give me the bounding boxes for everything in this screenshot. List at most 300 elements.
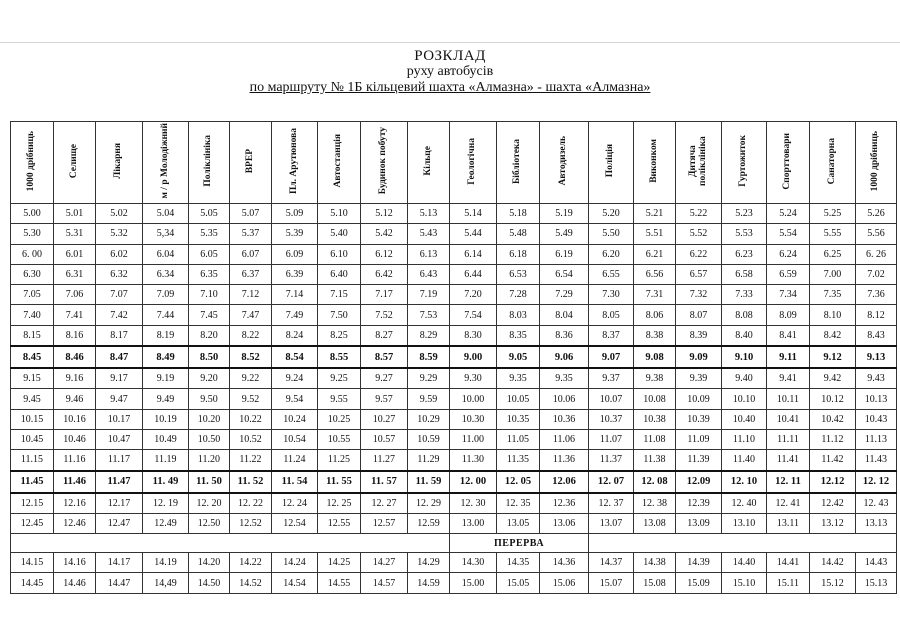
- departure-time: 5.00: [11, 204, 54, 224]
- departure-time: 15.09: [676, 573, 722, 593]
- departure-time: 14.16: [54, 553, 96, 573]
- departure-time: 11.24: [272, 450, 318, 471]
- departure-time: 7.31: [634, 285, 676, 305]
- departure-time: 10.40: [722, 409, 767, 429]
- departure-time: 14.37: [589, 553, 634, 573]
- departure-time: 12. 43: [856, 493, 897, 514]
- departure-time: 7.41: [54, 305, 96, 325]
- departure-time: 6.23: [722, 244, 767, 264]
- departure-time: 10.12: [810, 389, 856, 409]
- departure-time: 10.08: [634, 389, 676, 409]
- stop-header: [540, 122, 589, 204]
- departure-time: 15.11: [767, 573, 810, 593]
- stop-header: [722, 122, 767, 204]
- departure-time: 10.43: [856, 409, 897, 429]
- departure-time: 14,49: [143, 573, 189, 593]
- stop-header: [230, 122, 272, 204]
- departure-time: 8.40: [722, 325, 767, 346]
- departure-time: 9.50: [189, 389, 230, 409]
- departure-time: 13.00: [450, 513, 497, 533]
- departure-time: 5.22: [676, 204, 722, 224]
- departure-time: 12.46: [54, 513, 96, 533]
- departure-time: 15.06: [540, 573, 589, 593]
- departure-time: 10.45: [11, 429, 54, 449]
- departure-time: 12. 00: [450, 471, 497, 493]
- stop-header: [767, 122, 810, 204]
- departure-time: 9.12: [810, 346, 856, 368]
- departure-time: 8.22: [230, 325, 272, 346]
- departure-time: 6.18: [497, 244, 540, 264]
- departure-time: 8.15: [11, 325, 54, 346]
- departure-time: 11.12: [810, 429, 856, 449]
- departure-time: 9.42: [810, 368, 856, 389]
- departure-time: 7.29: [540, 285, 589, 305]
- departure-time: 12. 29: [408, 493, 450, 514]
- stop-header: [634, 122, 676, 204]
- departure-time: 10.13: [856, 389, 897, 409]
- departure-time: 5.30: [11, 224, 54, 244]
- departure-time: 10.29: [408, 409, 450, 429]
- departure-time: 5.52: [676, 224, 722, 244]
- departure-time: 5.02: [96, 204, 143, 224]
- schedule-row: [11, 346, 897, 368]
- departure-time: 14.39: [676, 553, 722, 573]
- departure-time: 13.08: [634, 513, 676, 533]
- stop-name: ВРЕР: [244, 148, 255, 174]
- departure-time: 12. 41: [767, 493, 810, 514]
- departure-time: 14.59: [408, 573, 450, 593]
- departure-time: 12. 37: [589, 493, 634, 514]
- departure-time: 5.07: [230, 204, 272, 224]
- break-row: [11, 534, 897, 553]
- departure-time: 11. 49: [143, 471, 189, 493]
- stop-name: Поліклініка: [203, 135, 214, 187]
- departure-time: 7.52: [361, 305, 408, 325]
- departure-time: 5.53: [722, 224, 767, 244]
- departure-time: 14.22: [230, 553, 272, 573]
- stop-header: [11, 122, 54, 204]
- schedule-table: [10, 121, 897, 594]
- departure-time: 8.19: [143, 325, 189, 346]
- departure-time: 10.25: [318, 409, 361, 429]
- departure-time: 9.17: [96, 368, 143, 389]
- departure-time: 6.05: [189, 244, 230, 264]
- departure-time: 12.54: [272, 513, 318, 533]
- departure-time: 14.50: [189, 573, 230, 593]
- departure-time: 5.32: [96, 224, 143, 244]
- departure-time: 8.41: [767, 325, 810, 346]
- departure-time: 14.55: [318, 573, 361, 593]
- departure-time: 10.16: [54, 409, 96, 429]
- departure-time: 6.35: [189, 264, 230, 284]
- stop-header: [408, 122, 450, 204]
- departure-time: 7.20: [450, 285, 497, 305]
- departure-time: 7.50: [318, 305, 361, 325]
- stop-header: [96, 122, 143, 204]
- departure-time: 8.50: [189, 346, 230, 368]
- departure-time: 10.46: [54, 429, 96, 449]
- departure-time: 11.37: [589, 450, 634, 471]
- stop-name: Будинок побуту: [378, 127, 389, 195]
- departure-time: 11.22: [230, 450, 272, 471]
- departure-time: 7.10: [189, 285, 230, 305]
- departure-time: 5.24: [767, 204, 810, 224]
- departure-time: 12. 19: [143, 493, 189, 514]
- departure-time: 7.36: [856, 285, 897, 305]
- schedule-row: [11, 553, 897, 573]
- departure-time: 10.20: [189, 409, 230, 429]
- stop-name: Лікарня: [113, 143, 124, 179]
- departure-time: 9.39: [676, 368, 722, 389]
- departure-time: 9.05: [497, 346, 540, 368]
- departure-time: 10.50: [189, 429, 230, 449]
- departure-time: 5.23: [722, 204, 767, 224]
- departure-time: 5.40: [318, 224, 361, 244]
- departure-time: 9.57: [361, 389, 408, 409]
- departure-time: 15.07: [589, 573, 634, 593]
- departure-time: 13.11: [767, 513, 810, 533]
- departure-time: 12.16: [54, 493, 96, 514]
- departure-time: 10.24: [272, 409, 318, 429]
- stop-name: м / р Молодіжний: [159, 123, 170, 199]
- departure-time: 7.49: [272, 305, 318, 325]
- departure-time: 14.40: [722, 553, 767, 573]
- stop-header: [272, 122, 318, 204]
- departure-time: 14.27: [361, 553, 408, 573]
- departure-time: 7.33: [722, 285, 767, 305]
- departure-time: 10.07: [589, 389, 634, 409]
- departure-time: 7.05: [11, 285, 54, 305]
- departure-time: 9.19: [143, 368, 189, 389]
- departure-time: 10.47: [96, 429, 143, 449]
- departure-time: 11.41: [767, 450, 810, 471]
- departure-time: 9.38: [634, 368, 676, 389]
- departure-time: 11.13: [856, 429, 897, 449]
- schedule-row: [11, 204, 897, 224]
- departure-time: 10.09: [676, 389, 722, 409]
- departure-time: 8.08: [722, 305, 767, 325]
- departure-time: 12. 40: [722, 493, 767, 514]
- departure-time: 7.42: [96, 305, 143, 325]
- stop-name: Геологічна: [467, 137, 478, 185]
- departure-time: 6.09: [272, 244, 318, 264]
- departure-time: 6.55: [589, 264, 634, 284]
- departure-time: 7.14: [272, 285, 318, 305]
- departure-time: 8.59: [408, 346, 450, 368]
- departure-time: 10.57: [361, 429, 408, 449]
- departure-time: 6. 26: [856, 244, 897, 264]
- departure-time: 14.17: [96, 553, 143, 573]
- stop-name: Дитяча поліклініка: [687, 136, 708, 186]
- schedule-row: [11, 285, 897, 305]
- departure-time: 10.22: [230, 409, 272, 429]
- departure-time: 10.19: [143, 409, 189, 429]
- departure-time: 8.36: [540, 325, 589, 346]
- departure-time: 11. 57: [361, 471, 408, 493]
- schedule-row: [11, 513, 897, 533]
- stop-name: Кільце: [422, 146, 433, 176]
- break-label: ПЕРЕРВА: [450, 534, 589, 553]
- departure-time: 7.35: [810, 285, 856, 305]
- departure-time: 9.25: [318, 368, 361, 389]
- departure-time: 5.09: [272, 204, 318, 224]
- departure-time: 11.05: [497, 429, 540, 449]
- departure-time: 9.13: [856, 346, 897, 368]
- departure-time: 13.13: [856, 513, 897, 533]
- departure-time: 6.13: [408, 244, 450, 264]
- stop-header: [810, 122, 856, 204]
- schedule-row: [11, 573, 897, 593]
- departure-time: 12.39: [676, 493, 722, 514]
- stop-name: Автодизель: [558, 136, 569, 186]
- departure-time: 5.44: [450, 224, 497, 244]
- departure-time: 9.37: [589, 368, 634, 389]
- schedule-row: [11, 264, 897, 284]
- document-title: РОЗКЛАД: [414, 48, 486, 64]
- departure-time: 9.59: [408, 389, 450, 409]
- departure-time: 9.22: [230, 368, 272, 389]
- departure-time: 5.43: [408, 224, 450, 244]
- departure-time: 6.14: [450, 244, 497, 264]
- departure-time: 5.12: [361, 204, 408, 224]
- departure-time: 12.15: [11, 493, 54, 514]
- schedule-row: [11, 471, 897, 493]
- stop-name: Бібліотека: [512, 138, 523, 184]
- departure-time: 9.24: [272, 368, 318, 389]
- departure-time: 9.54: [272, 389, 318, 409]
- departure-time: 9.15: [11, 368, 54, 389]
- departure-time: 14.25: [318, 553, 361, 573]
- schedule-row: [11, 325, 897, 346]
- departure-time: 12. 07: [589, 471, 634, 493]
- departure-time: 8.46: [54, 346, 96, 368]
- departure-time: 11.20: [189, 450, 230, 471]
- departure-time: 8.17: [96, 325, 143, 346]
- departure-time: 12.45: [11, 513, 54, 533]
- departure-time: 9.00: [450, 346, 497, 368]
- schedule-row: [11, 409, 897, 429]
- departure-time: 8.37: [589, 325, 634, 346]
- departure-time: 5.31: [54, 224, 96, 244]
- departure-time: 15.12: [810, 573, 856, 593]
- departure-time: 5.51: [634, 224, 676, 244]
- departure-time: 8.52: [230, 346, 272, 368]
- departure-time: 9.29: [408, 368, 450, 389]
- departure-time: 12.59: [408, 513, 450, 533]
- departure-time: 14.35: [497, 553, 540, 573]
- departure-time: 6.02: [96, 244, 143, 264]
- departure-time: 9.35: [497, 368, 540, 389]
- stop-name: Виконком: [648, 139, 659, 183]
- departure-time: 12. 30: [450, 493, 497, 514]
- departure-time: 8.27: [361, 325, 408, 346]
- departure-time: 11.17: [96, 450, 143, 471]
- departure-time: 12.06: [540, 471, 589, 493]
- departure-time: 14.29: [408, 553, 450, 573]
- departure-time: 5.35: [189, 224, 230, 244]
- departure-time: 8.30: [450, 325, 497, 346]
- departure-time: 15.05: [497, 573, 540, 593]
- departure-time: 5.14: [450, 204, 497, 224]
- departure-time: 8.29: [408, 325, 450, 346]
- departure-time: 12.09: [676, 471, 722, 493]
- departure-time: 11.09: [676, 429, 722, 449]
- stop-name: Пл. Арутюнова: [288, 127, 299, 195]
- departure-time: 8.12: [856, 305, 897, 325]
- schedule-row: [11, 305, 897, 325]
- departure-time: 11.45: [11, 471, 54, 493]
- departure-time: 14.19: [143, 553, 189, 573]
- departure-time: 6.01: [54, 244, 96, 264]
- departure-time: 6.54: [540, 264, 589, 284]
- schedule-row: [11, 389, 897, 409]
- departure-time: 12.17: [96, 493, 143, 514]
- stop-header-row: [11, 122, 897, 204]
- departure-time: 8.09: [767, 305, 810, 325]
- departure-time: 14.36: [540, 553, 589, 573]
- stop-header: [189, 122, 230, 204]
- departure-time: 11. 54: [272, 471, 318, 493]
- departure-time: 9.07: [589, 346, 634, 368]
- departure-time: 9.49: [143, 389, 189, 409]
- departure-time: 6.34: [143, 264, 189, 284]
- departure-time: 14.15: [11, 553, 54, 573]
- departure-time: 13.07: [589, 513, 634, 533]
- departure-time: 5.56: [856, 224, 897, 244]
- departure-time: 9.45: [11, 389, 54, 409]
- departure-time: 11.46: [54, 471, 96, 493]
- departure-time: 6.42: [361, 264, 408, 284]
- departure-time: 11.38: [634, 450, 676, 471]
- departure-time: 12. 35: [497, 493, 540, 514]
- departure-time: 12.55: [318, 513, 361, 533]
- departure-time: 7.19: [408, 285, 450, 305]
- departure-time: 9.09: [676, 346, 722, 368]
- departure-time: 9.46: [54, 389, 96, 409]
- departure-time: 6.04: [143, 244, 189, 264]
- departure-time: 11.07: [589, 429, 634, 449]
- stop-name: Гуртожиток: [738, 135, 749, 187]
- departure-time: 9.27: [361, 368, 408, 389]
- departure-time: 10.35: [497, 409, 540, 429]
- departure-time: 10.54: [272, 429, 318, 449]
- departure-time: 7.32: [676, 285, 722, 305]
- schedule-row: [11, 429, 897, 449]
- departure-time: 14.42: [810, 553, 856, 573]
- stop-header: [318, 122, 361, 204]
- schedule-row: [11, 224, 897, 244]
- departure-time: 8.54: [272, 346, 318, 368]
- departure-time: 5.18: [497, 204, 540, 224]
- departure-time: 7.02: [856, 264, 897, 284]
- departure-time: 7.53: [408, 305, 450, 325]
- departure-time: 10.15: [11, 409, 54, 429]
- departure-time: 10.11: [767, 389, 810, 409]
- departure-time: 5.01: [54, 204, 96, 224]
- departure-time: 9.16: [54, 368, 96, 389]
- departure-time: 6.44: [450, 264, 497, 284]
- departure-time: 10.42: [810, 409, 856, 429]
- departure-time: 13.05: [497, 513, 540, 533]
- stop-name: 1000 дрібниць: [870, 130, 881, 192]
- departure-time: 14.43: [856, 553, 897, 573]
- departure-time: 12.49: [143, 513, 189, 533]
- departure-time: 10.10: [722, 389, 767, 409]
- schedule-row: [11, 368, 897, 389]
- departure-time: 12. 25: [318, 493, 361, 514]
- departure-time: 6.24: [767, 244, 810, 264]
- departure-time: 5.10: [318, 204, 361, 224]
- departure-time: 8.03: [497, 305, 540, 325]
- departure-time: 10.05: [497, 389, 540, 409]
- stop-name: Поліція: [605, 144, 616, 178]
- departure-time: 12.42: [810, 493, 856, 514]
- departure-time: 5.48: [497, 224, 540, 244]
- departure-time: 6.32: [96, 264, 143, 284]
- departure-time: 8.57: [361, 346, 408, 368]
- departure-time: 13.10: [722, 513, 767, 533]
- departure-time: 11.36: [540, 450, 589, 471]
- departure-time: 12. 05: [497, 471, 540, 493]
- departure-time: 12.12: [810, 471, 856, 493]
- departure-time: 11.27: [361, 450, 408, 471]
- stop-name: Автостанція: [333, 134, 344, 188]
- departure-time: 6.59: [767, 264, 810, 284]
- departure-time: 11.39: [676, 450, 722, 471]
- departure-time: 9.06: [540, 346, 589, 368]
- departure-time: 9.20: [189, 368, 230, 389]
- departure-time: 15.10: [722, 573, 767, 593]
- departure-time: 8.38: [634, 325, 676, 346]
- departure-time: 8.06: [634, 305, 676, 325]
- departure-time: 11. 55: [318, 471, 361, 493]
- departure-time: 5.39: [272, 224, 318, 244]
- departure-time: 5.21: [634, 204, 676, 224]
- departure-time: 8.55: [318, 346, 361, 368]
- departure-time: 6.39: [272, 264, 318, 284]
- departure-time: 11.06: [540, 429, 589, 449]
- departure-time: 5.55: [810, 224, 856, 244]
- departure-time: 8.20: [189, 325, 230, 346]
- departure-time: 12.57: [361, 513, 408, 533]
- departure-time: 11.19: [143, 450, 189, 471]
- departure-time: 10.17: [96, 409, 143, 429]
- departure-time: 14.52: [230, 573, 272, 593]
- departure-time: 5.49: [540, 224, 589, 244]
- departure-time: 11. 50: [189, 471, 230, 493]
- departure-time: 8.10: [810, 305, 856, 325]
- departure-time: 6.07: [230, 244, 272, 264]
- departure-time: 11.08: [634, 429, 676, 449]
- departure-time: 5.25: [810, 204, 856, 224]
- stop-header: [450, 122, 497, 204]
- departure-time: 14.46: [54, 573, 96, 593]
- departure-time: 8.24: [272, 325, 318, 346]
- departure-time: 6.25: [810, 244, 856, 264]
- departure-time: 8.49: [143, 346, 189, 368]
- departure-time: 8.42: [810, 325, 856, 346]
- stop-name: Спорттовари: [782, 132, 793, 190]
- departure-time: 10.37: [589, 409, 634, 429]
- departure-time: 14.57: [361, 573, 408, 593]
- departure-time: 8.05: [589, 305, 634, 325]
- departure-time: 12. 24: [272, 493, 318, 514]
- departure-time: 10.06: [540, 389, 589, 409]
- departure-time: 11. 52: [230, 471, 272, 493]
- document-subtitle: руху автобусів: [406, 64, 494, 79]
- departure-time: 5.54: [767, 224, 810, 244]
- departure-time: 7.45: [189, 305, 230, 325]
